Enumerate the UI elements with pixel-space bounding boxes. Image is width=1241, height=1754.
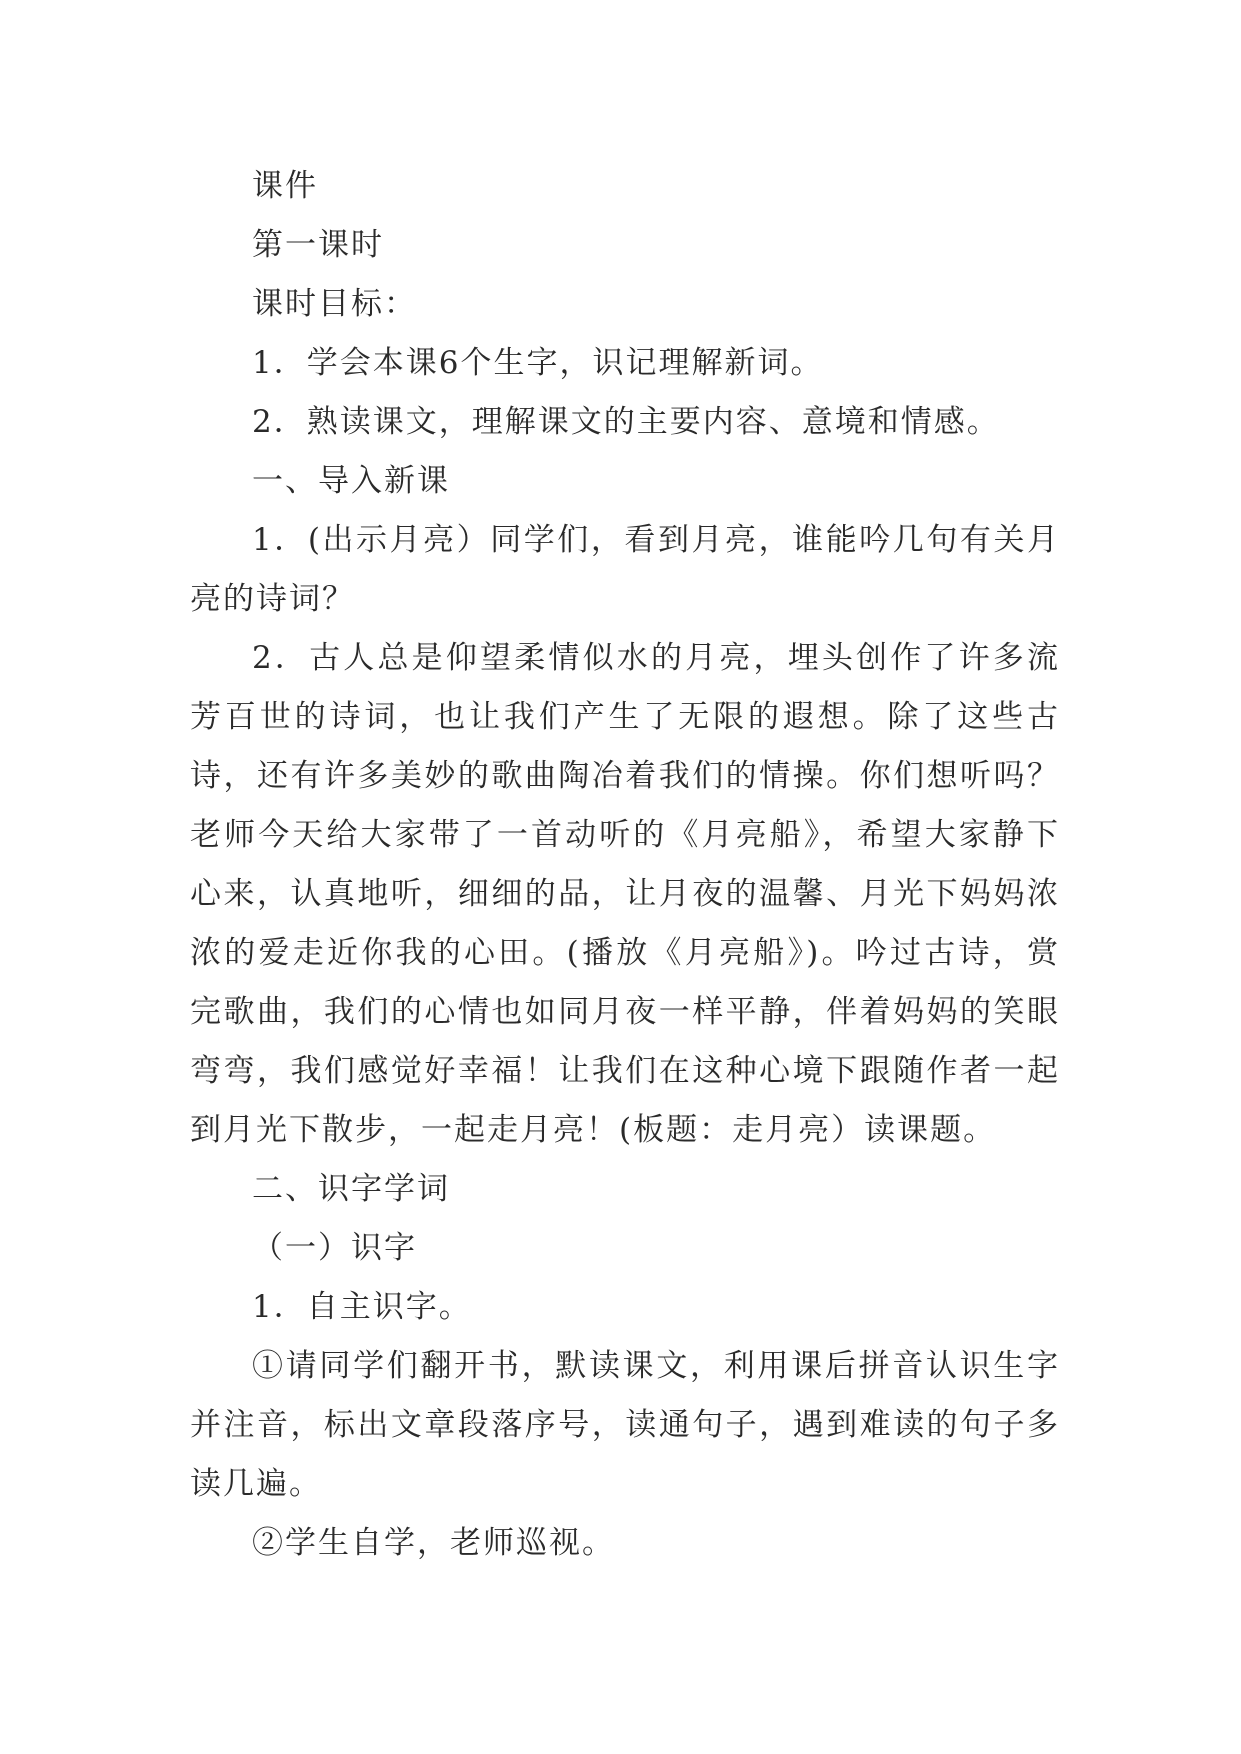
paragraph-goals-heading: 课时目标： [252,286,417,322]
paragraph-title: 课件 [252,168,318,204]
subsection-heading-literacy: （一）识字 [252,1230,417,1266]
paragraph-lesson: 第一课时 [252,227,384,263]
section-heading-words: 二、识字学词 [252,1171,450,1207]
paragraph-self-study: 1．自主识字。 [252,1289,472,1325]
paragraph-intro-1: 1．(出示月亮）同学们，看到月亮，谁能吟几句有关月亮的诗词？ [190,522,1060,617]
paragraph-step-2: ②学生自学，老师巡视。 [252,1525,615,1561]
paragraph-intro-2: 2．古人总是仰望柔情似水的月亮，埋头创作了许多流芳百世的诗词，也让我们产生了无限的遐想。除了这些古诗，还有许多美妙的歌曲陶冶着我们的情操。你们想听吗？老师今天给大家带了一首动听的《月亮船》，希望大家静下心来，认真地听，细细的品，让月夜的温馨、月光下妈妈浓浓的爱走近你我的心田。(播放《月亮船》)。吟过古诗，赏完歌曲，我们的心情也如同月夜一样平静，伴着妈妈的笑眼弯弯，我们感觉好幸福！让我们在这种心境下跟随作者一起到月光下散步，一起走月亮！(板题：走月亮）读课题。 [190,640,1060,1148]
section-heading-intro: 一、导入新课 [252,463,450,499]
paragraph-step-1: ①请同学们翻开书，默读课文，利用课后拼音认识生字并注音，标出文章段落序号，读通句子，遇到难读的句子多读几遍。 [190,1348,1060,1502]
paragraph-goal-2: 2．熟读课文，理解课文的主要内容、意境和情感。 [252,404,1000,440]
document-body [190,157,1060,1573]
paragraph-goal-1: 1．学会本课6个生字，识记理解新词。 [252,345,824,381]
